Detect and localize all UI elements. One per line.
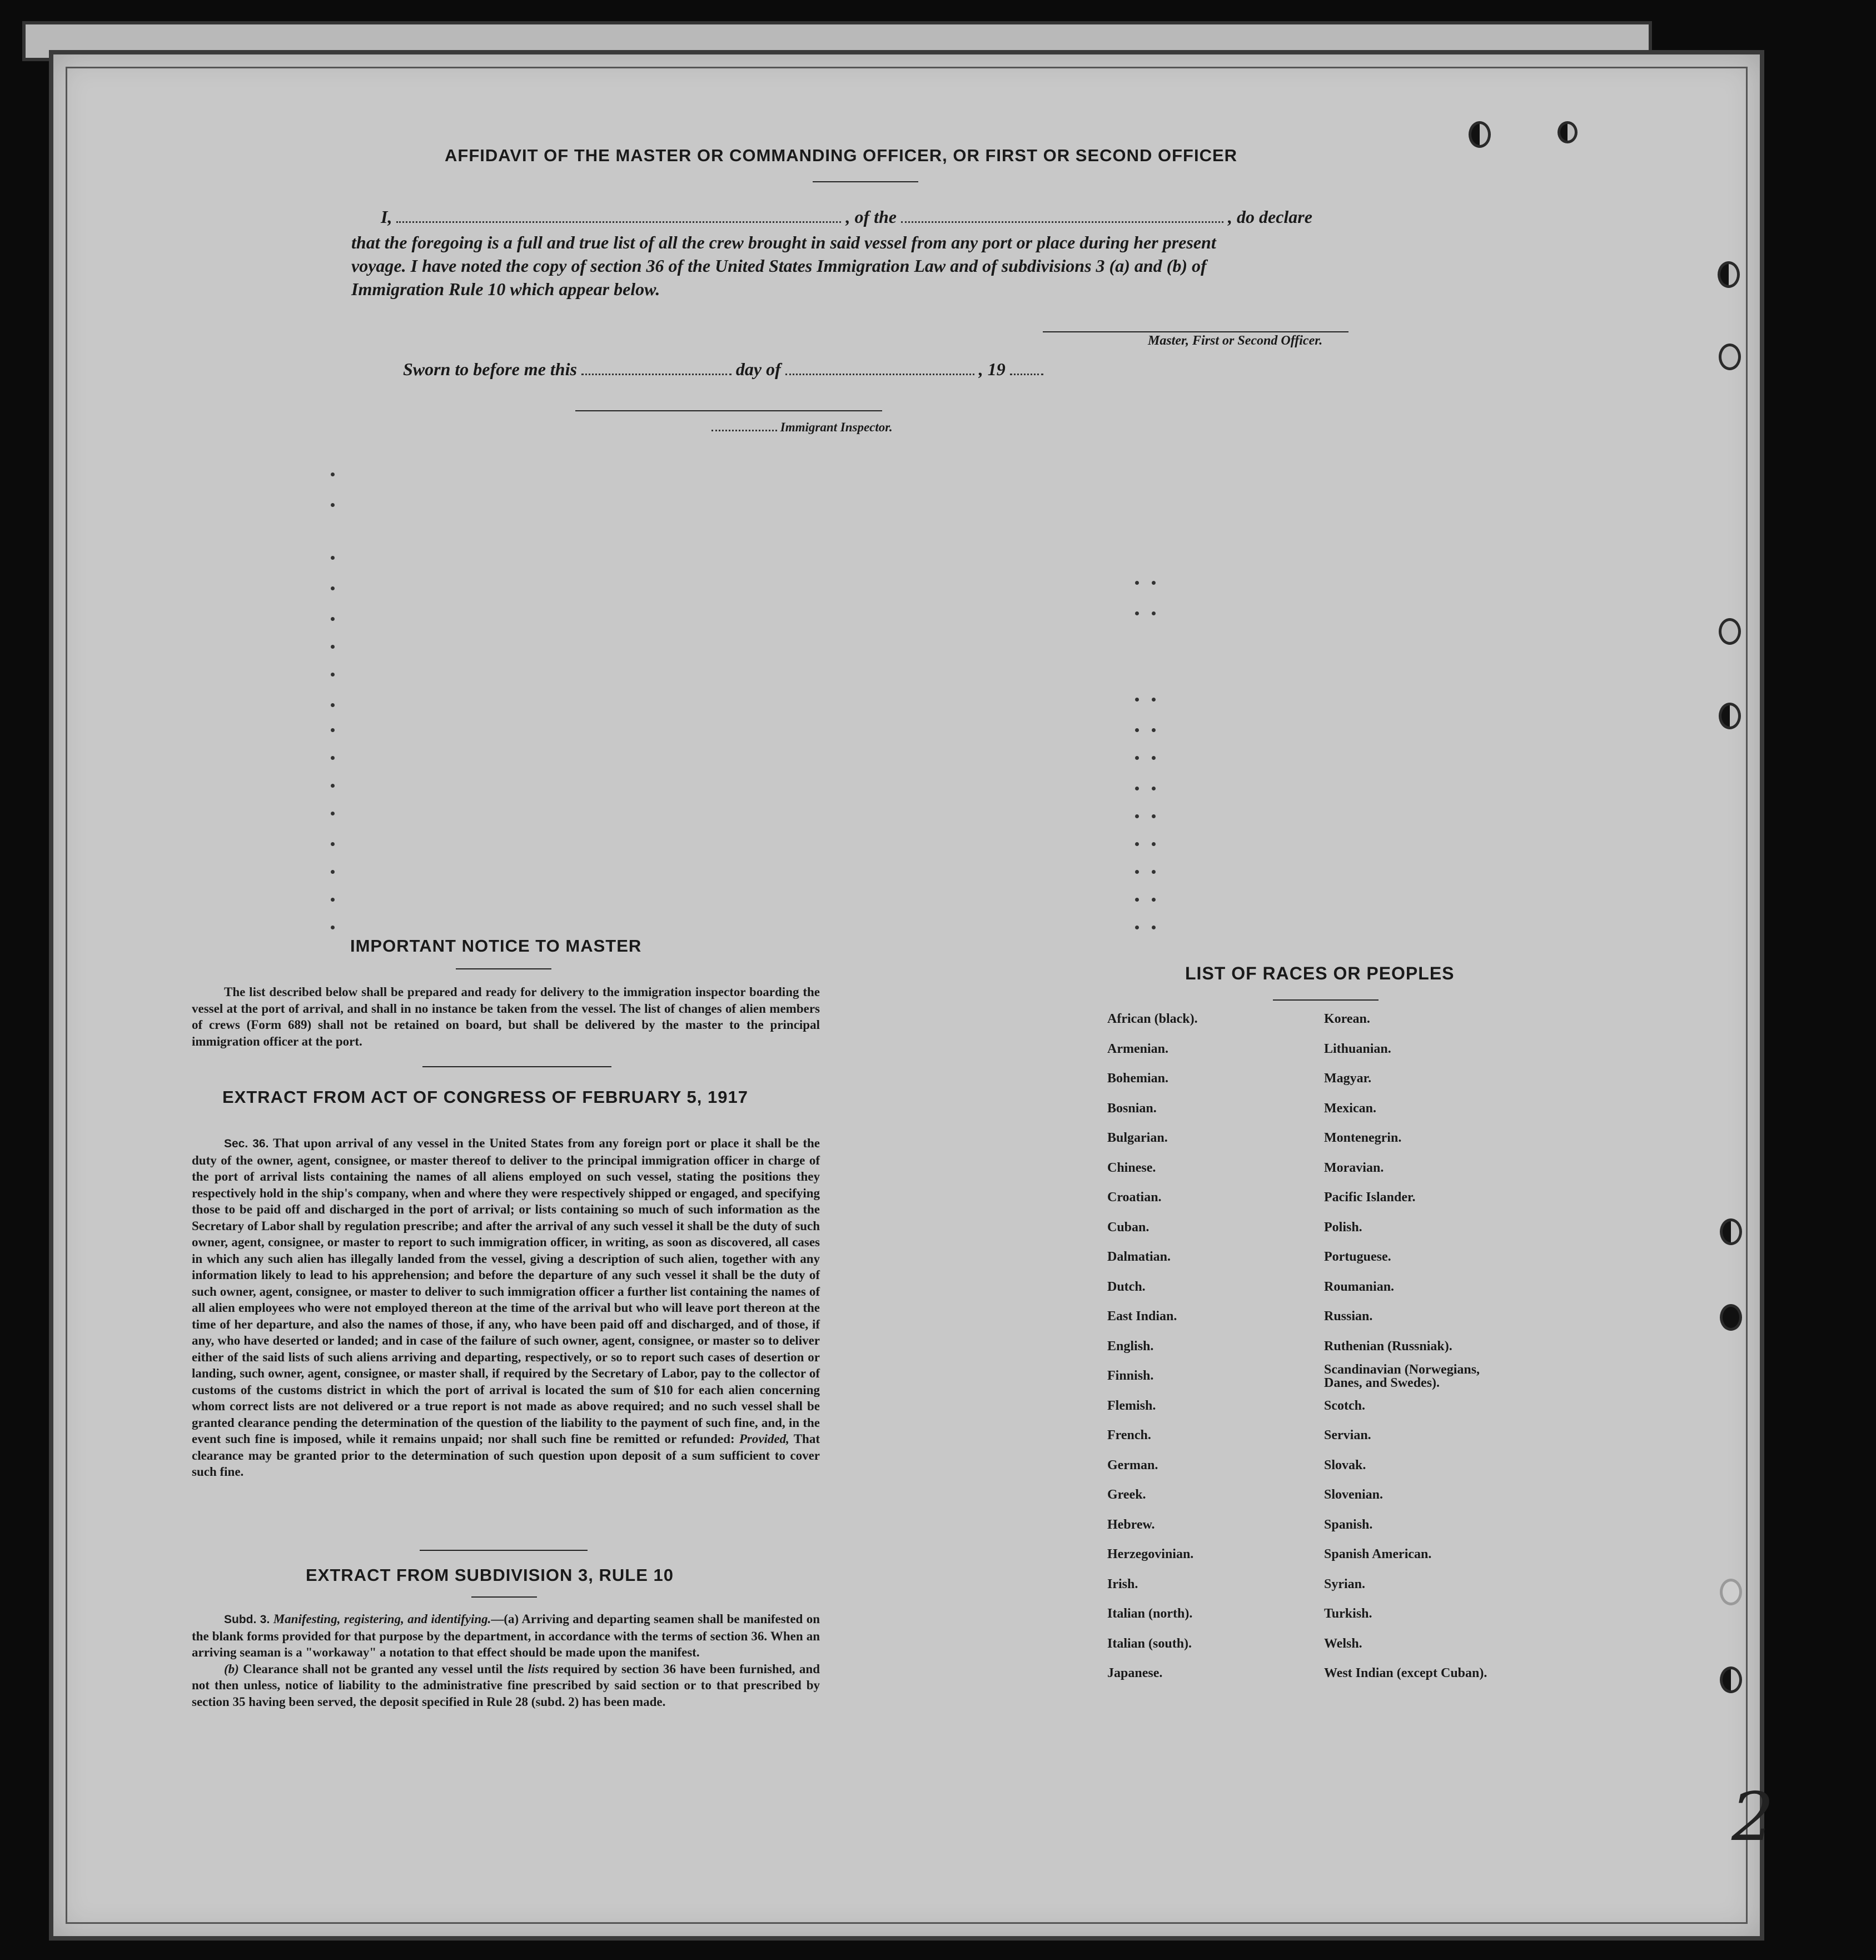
page-number: 2 [1731,1779,1774,1856]
do-declare-label: , do declare [1228,207,1312,227]
race-item: French. [1107,1428,1151,1442]
race-item: Spanish. [1324,1517,1373,1532]
year-label: , 19 [978,359,1006,379]
race-item: Slovenian. [1324,1488,1384,1502]
subd-label: Subd. 3. [224,1613,270,1626]
para-b-lists: lists [528,1661,549,1676]
race-item: Finnish. [1107,1369,1154,1383]
race-item: Croatian. [1107,1190,1162,1205]
race-item: Servian. [1324,1428,1371,1442]
race-item: English. [1107,1339,1154,1354]
binder-hole-icon [1719,618,1741,645]
race-item: Syrian. [1324,1576,1366,1591]
rule-para-b-text-1: Clearance shall not be granted any vessel until the [243,1661,524,1676]
race-item: German. [1107,1457,1158,1473]
race-item: Dalmatian. [1107,1250,1171,1264]
act-end-divider [420,1550,588,1551]
race-item: Roumanian. [1324,1279,1395,1294]
notice-divider [456,968,551,969]
race-item: Turkish. [1324,1606,1372,1621]
binder-hole-icon [1719,344,1741,370]
notice-end-divider [422,1066,611,1067]
i-label: I, [381,207,392,227]
race-item: Montenegrin. [1324,1131,1402,1145]
race-item: East Indian. [1107,1309,1177,1324]
race-item: Spanish American. [1324,1547,1432,1561]
race-item: West Indian (except Cuban). [1324,1666,1487,1680]
race-item: Scandinavian (Norwegians, Danes, and Swedes). [1324,1362,1480,1390]
binder-hole-icon [1720,1579,1742,1605]
name-field[interactable] [396,221,841,223]
notice-title: IMPORTANT NOTICE TO MASTER [350,936,642,956]
binder-hole-icon [1720,1667,1742,1693]
sworn-line [403,359,1043,380]
rule-text [192,1611,820,1710]
race-item: Chinese. [1107,1160,1156,1175]
master-caption: Master, First or Second Officer. [1148,334,1323,348]
binder-hole-icon [1718,261,1740,288]
races-divider [1273,999,1379,1001]
rule-para-b-text-2: required by section 36 have been furnished, and not then unless, notice of liability to the administrative fine prescribed by said section or to that prescribed by section 35 having been served, the deposit specified in Rule 28 (subd. 2) has been made. [192,1661,820,1709]
inspector-field[interactable] [711,430,777,431]
provided-text: That clearance may be granted prior to the determination of such question upon deposit of a sum sufficient to cover such fine. [192,1432,820,1479]
race-item: Polish. [1324,1220,1362,1235]
race-item: Slovak. [1324,1457,1366,1473]
declaration-line-3: voyage. I have noted the copy of section 36 of the United States Immigration Law and of subdivisions 3 (a) and (b) of [351,256,1207,276]
race-item: Bohemian. [1107,1071,1169,1086]
race-item: Mexican. [1324,1101,1376,1116]
race-item: Magyar. [1324,1071,1372,1086]
inspector-caption-line [711,420,893,435]
affidavit-title: AFFIDAVIT OF THE MASTER OR COMMANDING OFFICER, OR FIRST OR SECOND OFFICER [445,146,1238,165]
sworn-day-field[interactable] [581,374,732,375]
races-title: LIST OF RACES OR PEOPLES [1185,963,1455,983]
act-text [192,1135,820,1480]
race-item: African (black). [1107,1012,1198,1026]
race-item: Italian (north). [1107,1606,1193,1621]
declaration-line-4: Immigration Rule 10 which appear below. [351,279,660,299]
rule-title: EXTRACT FROM SUBDIVISION 3, RULE 10 [306,1565,674,1585]
binder-hole-icon [1719,703,1741,729]
race-item: Bosnian. [1107,1101,1157,1116]
race-item: Irish. [1107,1576,1138,1591]
binder-hole-icon [1557,121,1578,143]
vessel-field[interactable] [901,221,1223,223]
sworn-label: Sworn to before me this [403,359,577,379]
race-item: Russian. [1324,1309,1373,1324]
race-item: Hebrew. [1107,1517,1155,1532]
rule-para-a-text: —(a) Arriving and departing seamen shall be manifested on the blank forms provided for that purpose by the department, in accordance with the terms of section 36. When an arriving seaman is a "workaway" a notation to that effect should be made upon the manifest. [192,1612,820,1659]
act-title: EXTRACT FROM ACT OF CONGRESS OF FEBRUARY 5, 1917 [222,1087,748,1107]
master-signature-line[interactable] [1043,331,1348,332]
race-item: Ruthenian (Russniak). [1324,1339,1452,1354]
provided-label: Provided, [739,1432,789,1446]
inspector-caption: Immigrant Inspector. [780,420,893,434]
declaration-line-2: that the foregoing is a full and true list of all the crew brought in said vessel from any port or place during her present [351,232,1216,252]
rule-para-a [192,1611,820,1661]
notice-text [192,984,820,1049]
sworn-year-field[interactable] [1010,374,1043,375]
act-paragraph [192,1135,820,1480]
para-b-label: (b) [224,1661,239,1676]
race-item: Armenian. [1107,1041,1168,1056]
race-item: Portuguese. [1324,1250,1391,1264]
race-item: Bulgarian. [1107,1131,1168,1145]
race-item: Korean. [1324,1012,1370,1026]
declaration-line [381,207,1312,227]
race-item: Moravian. [1324,1160,1384,1175]
subd-heading: Manifesting, registering, and identifying. [273,1612,491,1626]
race-item: Dutch. [1107,1279,1146,1294]
rule-divider [471,1596,537,1598]
race-item: Italian (south). [1107,1636,1192,1651]
race-item: Cuban. [1107,1220,1150,1235]
binder-hole-icon [1720,1218,1742,1245]
binder-hole-icon [1720,1304,1742,1331]
inspector-signature-line[interactable] [575,410,882,411]
act-body: That upon arrival of any vessel in the United States from any foreign port or place it shall be the duty of the owner, agent, consignee, or master thereof to deliver to the principal immigration officer in charge of the port of arrival lists containing the names of all aliens employed on such vessel, stating the positions they respectively hold in the ship's company, when and where they were respectively shipped or engaged, and specifying those to be paid off and discharged in the port of arrival; or lists containing so much of such information as the Secretary of Labor shall by regulation prescribe; and after the arrival of any such vessel it shall be the duty of such owner, agent, consignee, or master to report to such immigration officer, in writing, as soon as discovered, all cases in which any such alien has illegally landed from the vessel, giving a description of such alien, together with any information likely to lead to his apprehension; and before the departure of any such vessel it shall be the duty of such owner, agent, consignee, or master to deliver to such immigration officer a further list containing the names of all alien employees who were not employed thereon at the time of the arrival but who will leave port thereon at the time of her departure, and also the names of those, if any, who have been paid off and discharged, and of those, if any, who have deserted or landed; and in case of the failure of such owner, agent, consignee, or master so to deliver either of the said lists of such aliens arriving and departing, respectively, or so to report such cases of desertion or landing, such owner, agent, consignee, or master shall, if required by the Secretary of Labor, pay to the collector of customs of the customs district in which the port of arrival is located the sum of $10 for each alien concerning whom correct lists are not delivered or a true report is not made as above required; and no such vessel shall be granted clearance pending the determination of the question of the liability to the payment of such fine, and, in the event such fine is imposed, while it remains unpaid; nor shall such fine be remitted or refunded: [192,1136,820,1446]
race-item: Lithuanian. [1324,1041,1391,1056]
race-item: Greek. [1107,1488,1146,1502]
of-the-label: , of the [845,207,897,227]
race-item: Herzegovinian. [1107,1547,1194,1561]
race-item: Scotch. [1324,1398,1365,1413]
race-item: Pacific Islander. [1324,1190,1416,1205]
day-of-label: day of [735,359,781,379]
title-divider [813,181,918,182]
sec-label: Sec. 36. [224,1137,269,1150]
race-item: Japanese. [1107,1666,1163,1680]
notice-paragraph: The list described below shall be prepared and ready for delivery to the immigration inspector boarding the vessel at the port of arrival, and shall in no instance be taken from the vessel. The list of changes of alien members of crews (Form 689) shall not be retained on board, but shall be delivered by the master to the principal immigration officer at the port. [192,985,820,1048]
rule-para-b [192,1661,820,1710]
race-item: Flemish. [1107,1398,1156,1413]
binder-hole-icon [1469,121,1491,148]
sworn-month-field[interactable] [785,374,974,375]
race-item: Welsh. [1324,1636,1362,1651]
